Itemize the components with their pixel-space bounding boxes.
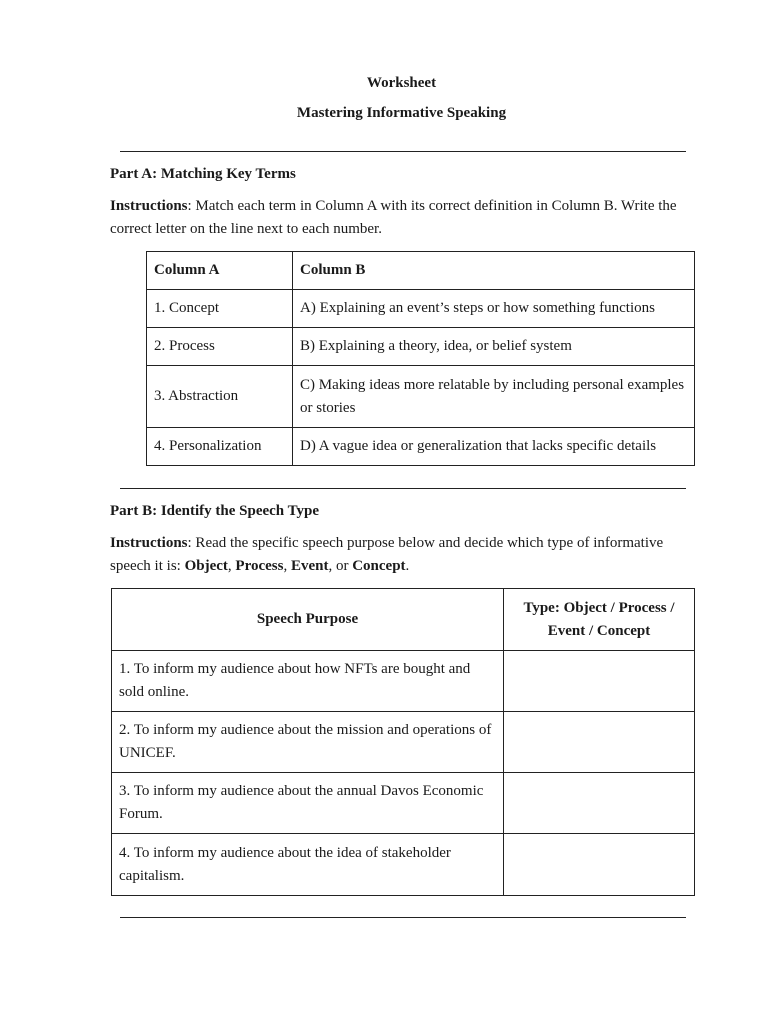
part-a-instructions-text: : Match each term in Column A with its correct definition in Column B. Write the correct letter on the line next to each number. [110,198,677,237]
speech-row [112,834,695,896]
definition-cell: B) Explaining a theory, idea, or belief system [293,328,695,366]
type-process: Process [235,558,284,574]
speech-row [112,773,695,834]
part-b-heading: Part B: Identify the Speech Type [110,503,320,519]
answer-cell[interactable] [504,712,695,773]
separator: , [283,558,291,574]
worksheet-title: Worksheet [366,75,437,91]
definition-cell: D) A vague idea or generalization that lacks specific details [293,428,695,466]
purpose-cell: 3. To inform my audience about the annual Davos Economic Forum. [112,773,504,834]
type-event: Event [290,558,329,574]
part-a-heading: Part A: Matching Key Terms [110,166,296,182]
part-b-instructions [110,532,690,578]
matching-row [147,366,695,428]
speech-purpose-header: Speech Purpose [112,589,504,651]
part-a-instructions [110,195,690,241]
column-b-header: Column B [293,252,695,290]
part-a-instructions-label: Instructions [110,198,188,214]
matching-row [147,328,695,366]
column-a-header: Column A [147,252,293,290]
period: . [405,558,410,574]
definition-cell: C) Making ideas more relatable by including personal examples or stories [293,366,695,428]
purpose-cell: 4. To inform my audience about the idea of stakeholder capitalism. [112,834,504,896]
divider-bottom [120,917,686,918]
speech-row [112,651,695,712]
term-cell: 2. Process [147,328,293,366]
answer-cell[interactable] [504,651,695,712]
definition-cell: A) Explaining an event’s steps or how something functions [293,290,695,328]
purpose-cell: 2. To inform my audience about the mission and operations of UNICEF. [112,712,504,773]
purpose-cell: 1. To inform my audience about how NFTs are bought and sold online. [112,651,504,712]
matching-row [147,290,695,328]
term-cell: 1. Concept [147,290,293,328]
answer-cell[interactable] [504,773,695,834]
divider-top [120,151,686,152]
divider-middle [120,488,686,489]
part-b-instructions-label: Instructions [110,535,188,551]
term-cell: 4. Personalization [147,428,293,466]
part-b-instructions-text: : Read the specific speech purpose below and decide which type of informative speech it is: [110,535,664,574]
speech-row [112,712,695,773]
type-header: Type: Object / Process / Event / Concept [504,589,695,651]
matching-row [147,428,695,466]
speech-type-header-row [112,589,695,651]
matching-table [146,251,695,466]
separator: , or [328,558,353,574]
type-object: Object [184,558,228,574]
worksheet-subtitle: Mastering Informative Speaking [296,105,507,121]
speech-type-table [111,588,695,896]
matching-table-header-row [147,252,695,290]
answer-cell[interactable] [504,834,695,896]
type-concept: Concept [352,558,406,574]
term-cell: 3. Abstraction [147,366,293,428]
separator: , [227,558,236,574]
